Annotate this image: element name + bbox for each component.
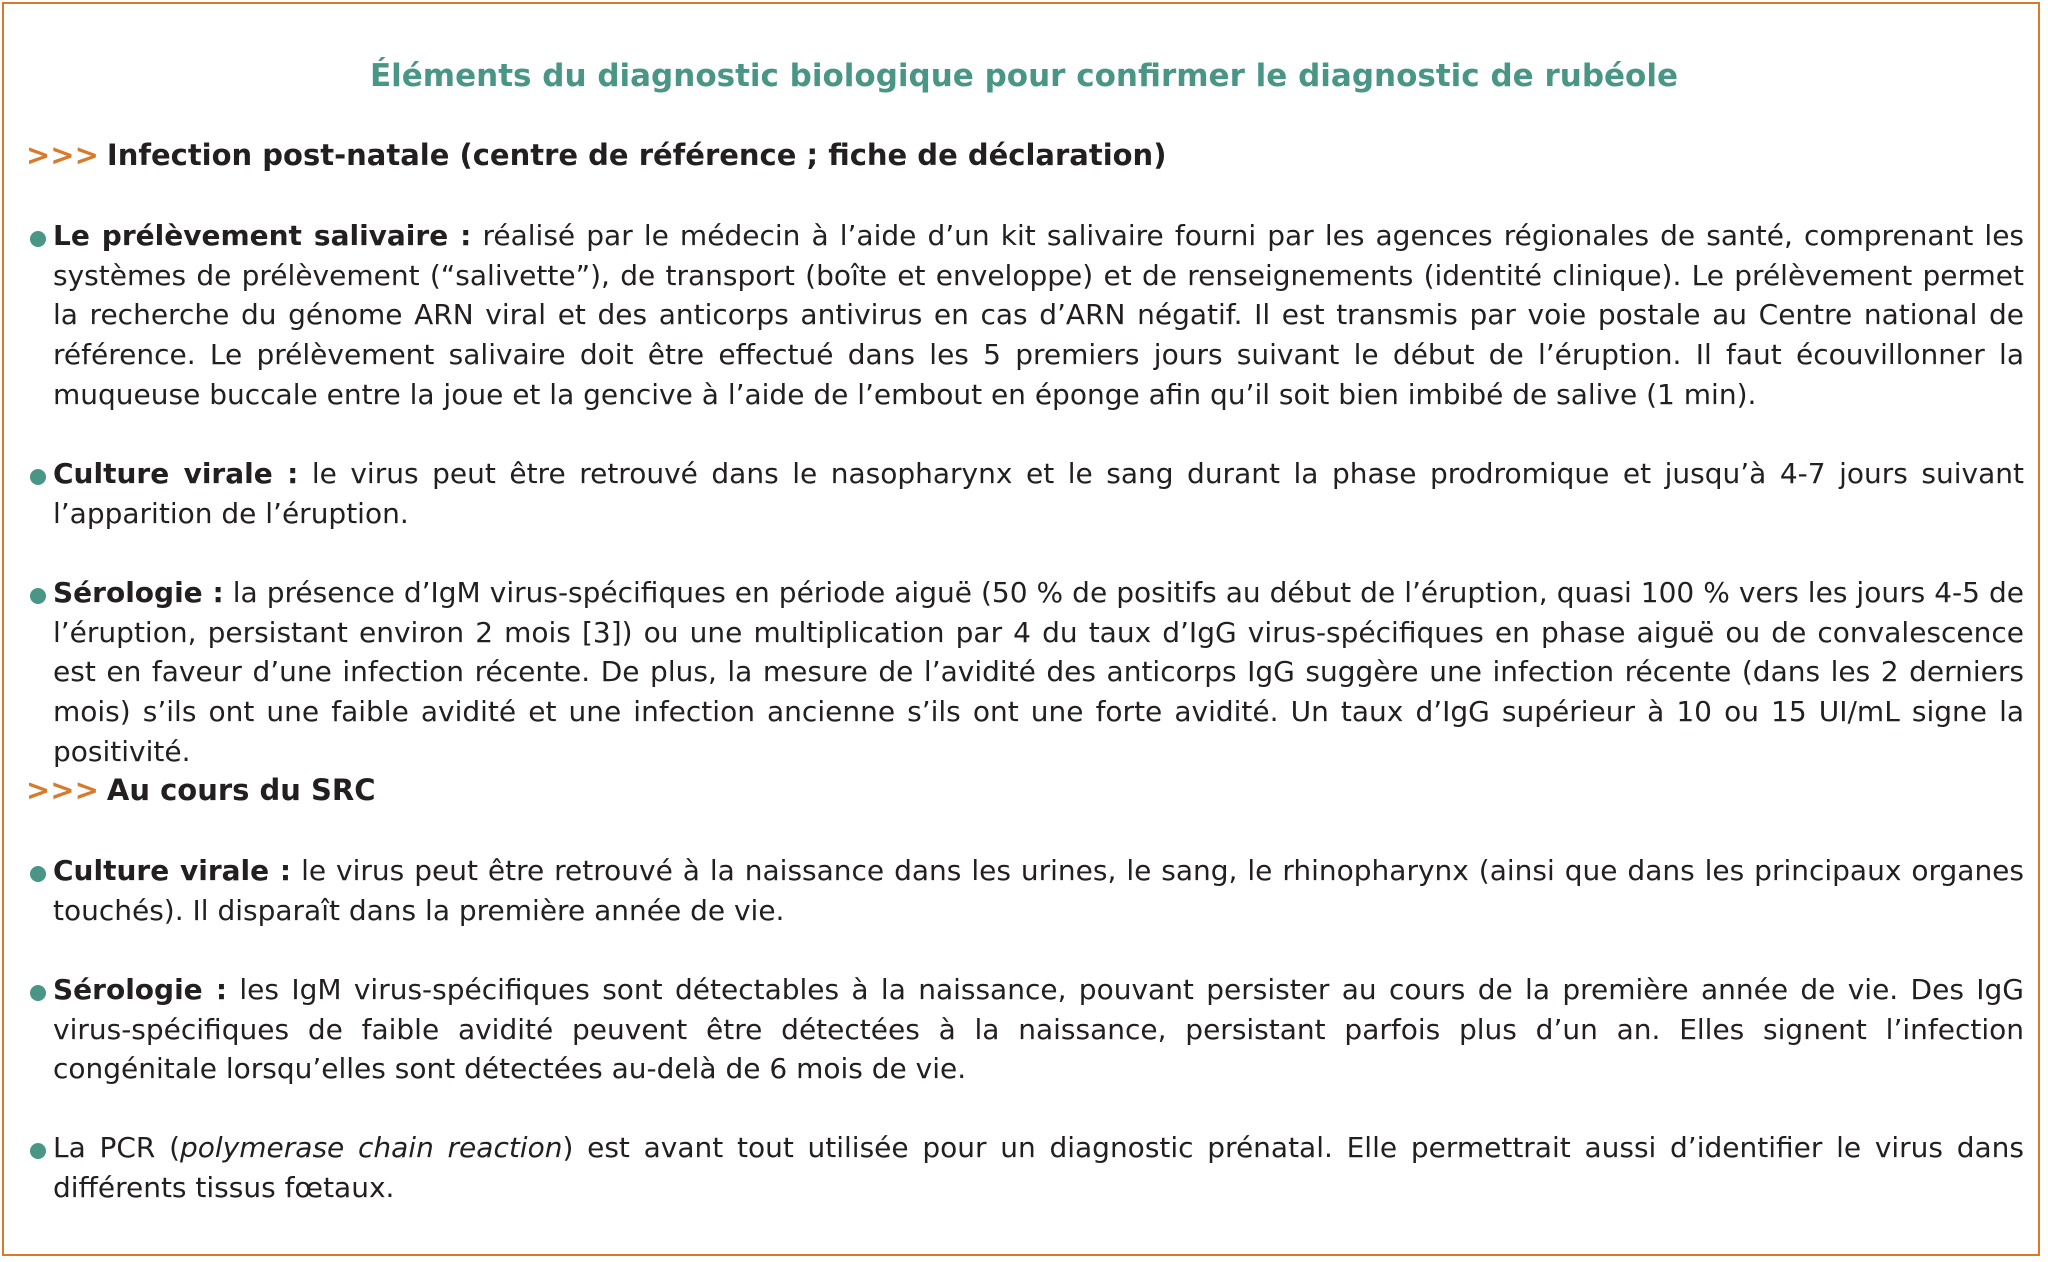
item-label: Le prélèvement salivaire :: [53, 219, 472, 252]
list-item-viral-culture-src: [26, 851, 2024, 930]
item-label: Sérologie :: [53, 576, 224, 609]
list-item-salivary-sample: [26, 216, 2024, 415]
item-text-post: ) est avant tout utilisée pour un diagnostic prénatal. Elle permettrait aussi d’identifier le virus dans différents tissus fœtaux.: [53, 1131, 2025, 1204]
bullet-icon: [30, 866, 46, 882]
item-label: Sérologie :: [53, 973, 228, 1006]
section-heading-text: Infection post-natale (centre de référence ; fiche de déclaration): [106, 138, 1167, 172]
item-text: la présence d’IgM virus-spécifiques en période aiguë (50 % de positifs au début de l’éruption, quasi 100 % vers les jours 4-5 de l’éruption, persistant environ 2 mois [3]) ou une multiplication par 4 du taux d’IgG virus-spécifiques en phase aiguë ou de convalescence est en faveur d’une infection récente. De plus, la mesure de l’avidité des anticorps IgG suggère une infection récente (dans les 2 derniers mois) s’ils ont une faible avidité et une infection ancienne s’ils ont une forte avidité. Un taux d’IgG supérieur à 10 ou 15 UI/mL signe la positivité.: [53, 576, 2024, 768]
list-item-serology: [26, 573, 2024, 772]
section-heading-post-natal: [26, 138, 1166, 172]
bullet-icon: [30, 588, 46, 604]
section-marker: >>>: [26, 138, 99, 172]
item-text: réalisé par le médecin à l’aide d’un kit salivaire fourni par les agences régionales de santé, comprenant les systèmes de prélèvement (“salivette”), de transport (boîte et enveloppe) et de renseignements (identité clinique). Le prélèvement permet la recherche du génome ARN viral et des anticorps antivirus en cas d’ARN négatif. Il est transmis par voie postale au Centre national de référence. Le prélèvement salivaire doit être effectué dans les 5 premiers jours suivant le début de l’éruption. Il faut écouvillonner la muqueuse buccale entre la joue et la gencive à l’aide de l’embout en éponge afin qu’il soit bien imbibé de salive (1 min).: [53, 219, 2025, 411]
item-text-pre: La PCR (: [53, 1131, 181, 1164]
bullet-icon: [30, 469, 46, 485]
list-item-pcr: [26, 1128, 2024, 1207]
list-item-serology-src: [26, 970, 2024, 1089]
bullet-icon: [30, 985, 46, 1001]
section-heading-src: [26, 773, 376, 807]
item-text: les IgM virus-spécifiques sont détectables à la naissance, pouvant persister au cours de la première année de vie. Des IgG virus-spécifiques de faible avidité peuvent être détectées à la naissance, persistant parfois plus d’un an. Elles signent l’infection congénitale lorsqu’elles sont détectées au-delà de 6 mois de vie.: [53, 973, 2024, 1086]
item-label: Culture virale :: [53, 457, 299, 490]
box-title: Éléments du diagnostic biologique pour confirmer le diagnostic de rubéole: [369, 58, 1678, 94]
item-text-italic: polymerase chain reaction: [180, 1131, 563, 1164]
item-label: Culture virale :: [53, 854, 292, 887]
section-heading-text: Au cours du SRC: [106, 773, 376, 807]
item-text: le virus peut être retrouvé à la naissance dans les urines, le sang, le rhinopharynx (ainsi que dans les principaux organes touchés). Il disparaît dans la première année de vie.: [53, 854, 2025, 927]
item-text: le virus peut être retrouvé dans le nasopharynx et le sang durant la phase prodromique et jusqu’à 4-7 jours suivant l’apparition de l’éruption.: [53, 457, 2024, 530]
bullet-icon: [30, 1143, 46, 1159]
bullet-icon: [30, 231, 46, 247]
list-item-viral-culture: [26, 454, 2024, 533]
section-marker: >>>: [26, 773, 99, 807]
